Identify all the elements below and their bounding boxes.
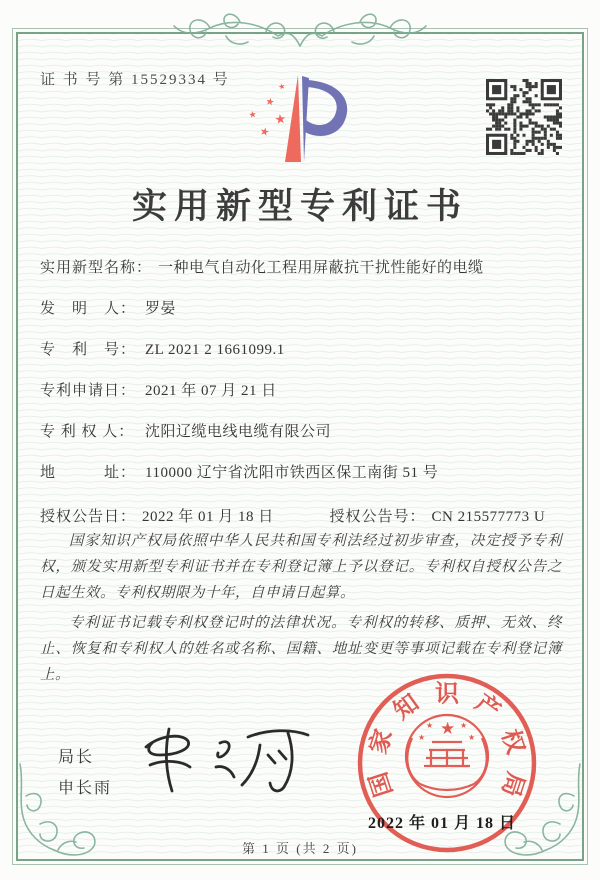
field-label: 专利申请日：	[40, 383, 137, 399]
logo-star-icon: ★	[258, 125, 271, 140]
logo-star-icon: ★	[277, 81, 287, 92]
field-row-filing-date	[40, 379, 562, 403]
field-row-address	[40, 461, 562, 485]
field-value: 一种电气自动化工程用屏蔽抗干扰性能好的电缆	[158, 260, 484, 276]
grant-date-label: 授权公告日：	[40, 509, 137, 525]
field-row-inventor	[40, 297, 562, 321]
emblem-star-icon: ★	[468, 733, 476, 742]
logo-star-icon: ★	[273, 110, 287, 127]
field-label: 地 址：	[40, 465, 137, 481]
emblem-star-icon: ★	[418, 733, 426, 742]
signer-title: 局长	[58, 749, 95, 766]
field-row-patentee	[40, 420, 562, 444]
seal-char: 国	[365, 768, 398, 800]
seal-char: 家	[365, 726, 398, 758]
seal-date: 2022 年 01 月 18 日	[368, 815, 517, 832]
field-row-patent-number	[40, 338, 562, 362]
certificate-number: 证 书 号 第 15529334 号	[40, 72, 230, 88]
emblem-stars	[418, 719, 475, 742]
signer-name: 申长雨	[58, 780, 113, 797]
field-value: 沈阳辽缆电线电缆有限公司	[145, 424, 332, 440]
seal-char: 权	[496, 726, 529, 758]
page-footer: 第 1 页 (共 2 页)	[242, 841, 358, 856]
logo-star-icon: ★	[247, 108, 258, 120]
field-label: 实用新型名称：	[40, 260, 153, 276]
qr-code	[486, 79, 562, 155]
grant-number-value: CN 215577773 U	[431, 509, 546, 525]
director-signature-icon	[132, 724, 322, 804]
field-label: 专 利 权 人：	[40, 424, 135, 440]
logo-star-icon: ★	[264, 96, 276, 109]
seal-char: 局	[496, 768, 529, 800]
field-label: 发 明 人：	[40, 301, 137, 317]
cnipa-patent-logo-icon	[243, 72, 361, 166]
certificate-title: 实用新型专利证书	[131, 187, 468, 226]
seal-char: 知	[389, 690, 425, 726]
certificate-fields	[40, 256, 562, 529]
field-value: 2021 年 07 月 21 日	[145, 383, 277, 399]
field-value: 110000 辽宁省沈阳市铁西区保工南街 51 号	[145, 465, 439, 481]
seal-char: 识	[435, 681, 459, 708]
field-label: 专 利 号：	[40, 342, 137, 358]
field-value: 罗晏	[145, 301, 177, 317]
grant-date-value: 2022 年 01 月 18 日	[142, 509, 274, 525]
field-value: ZL 2021 2 1661099.1	[145, 342, 285, 358]
emblem-star-icon: ★	[426, 721, 434, 730]
seal-char: 产	[469, 690, 505, 726]
grant-number-label: 授权公告号：	[329, 509, 426, 525]
grant-row	[40, 505, 562, 529]
emblem-star-icon: ★	[440, 719, 456, 738]
legal-paragraph-2: 专利证书记载专利权登记时的法律状况。专利权的转移、质押、无效、终止、恢复和专利权人的姓名或名称、国籍、地址变更等事项记载在专利登记簿上。	[40, 615, 562, 683]
emblem-star-icon: ★	[460, 721, 468, 730]
legal-paragraph-1: 国家知识产权局依照中华人民共和国专利法经过初步审查，决定授予专利权，颁发实用新型专利证书并在专利登记簿上予以登记。专利权自授权公告之日起生效。专利权期限为十年，自申请日起算。	[40, 533, 562, 601]
field-row-name	[40, 256, 562, 280]
